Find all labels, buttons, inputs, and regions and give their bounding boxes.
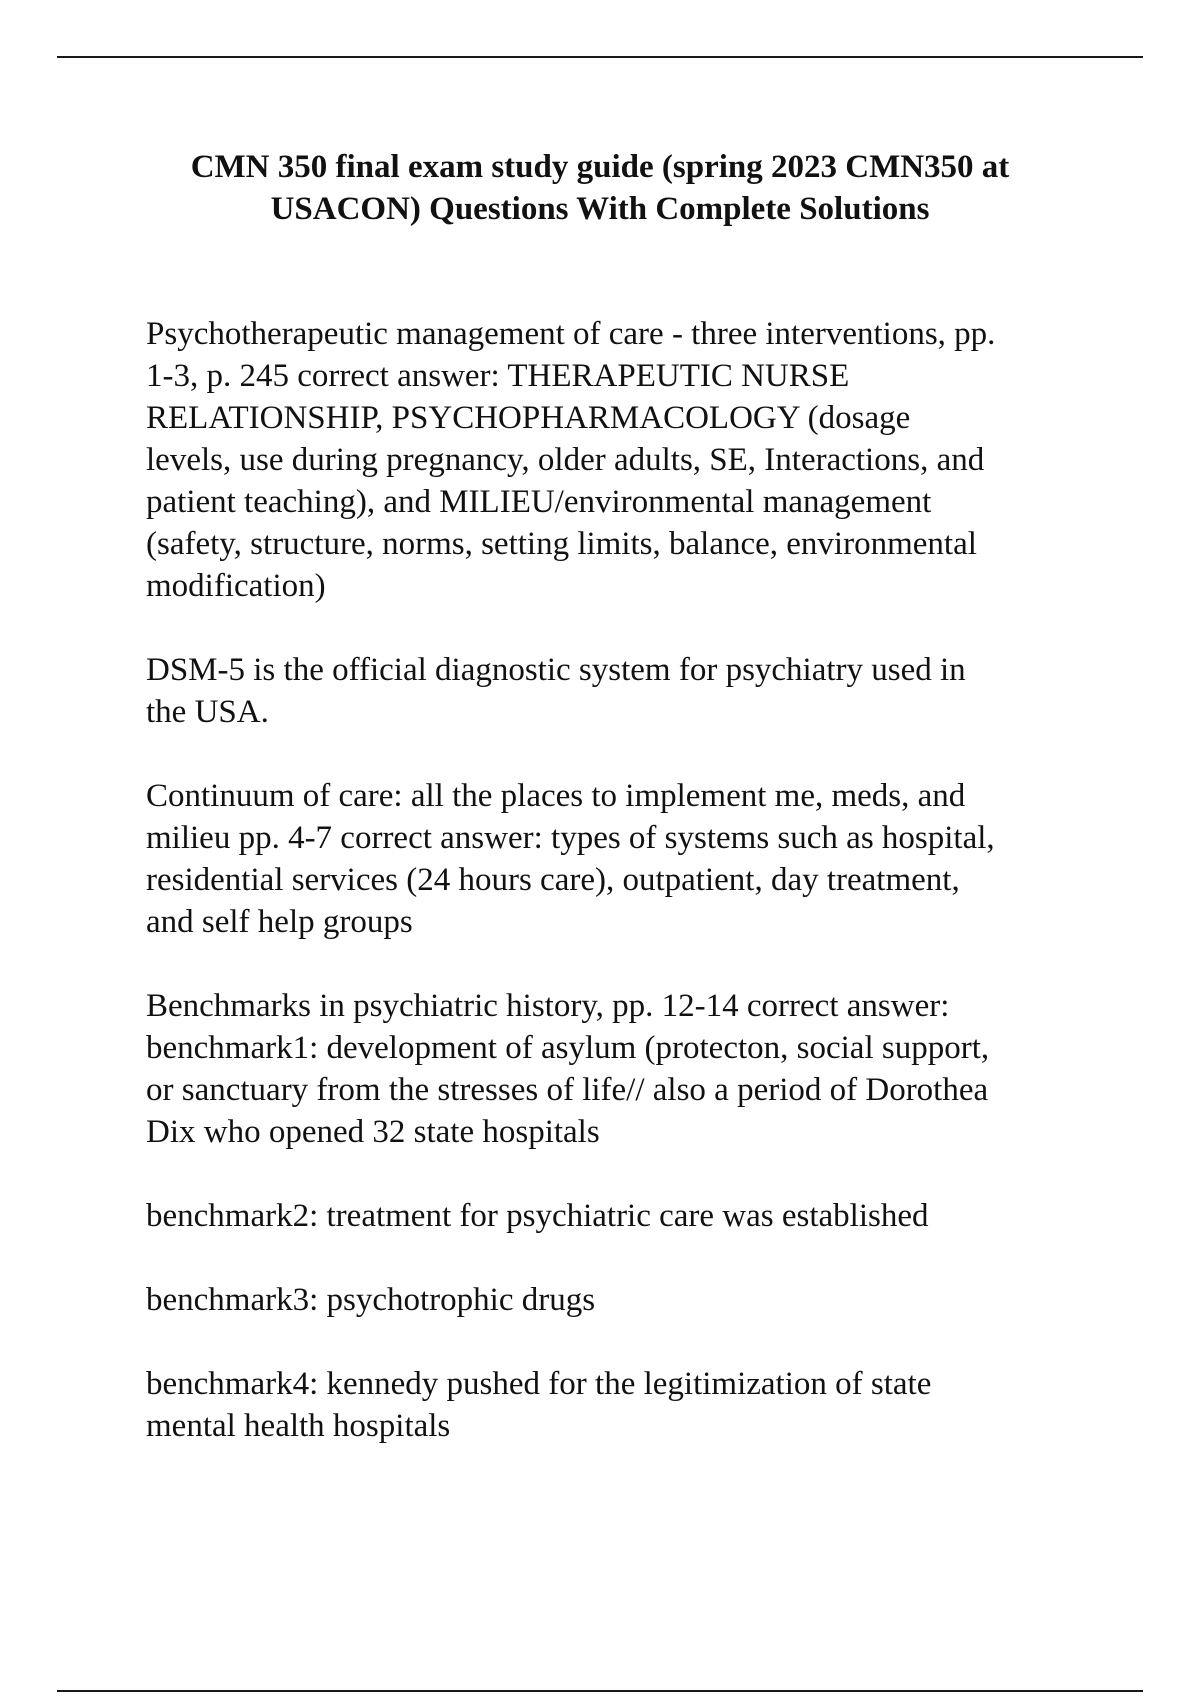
paragraph-benchmark4 [146, 1363, 1156, 1447]
text-line: Continuum of care: all the places to implement me, meds, and [146, 778, 966, 814]
text-line: the USA. [146, 694, 269, 730]
paragraph-continuum-of-care [146, 775, 1156, 943]
paragraph-benchmark2 [146, 1195, 1156, 1237]
paragraph-benchmarks [146, 985, 1156, 1153]
text-line: 1-3, p. 245 correct answer: THERAPEUTIC NURSE [146, 358, 850, 394]
text-line: benchmark4: kennedy pushed for the legitimization of state [146, 1366, 932, 1402]
document-title [100, 146, 1100, 230]
text-line: (safety, structure, norms, setting limits, balance, environmental [146, 526, 977, 562]
text-line: Psychotherapeutic management of care - three interventions, pp. [146, 316, 996, 352]
top-rule [57, 56, 1143, 58]
text-line: benchmark2: treatment for psychiatric care was established [146, 1198, 929, 1234]
text-line: milieu pp. 4-7 correct answer: types of systems such as hospital, [146, 820, 995, 856]
title-line: CMN 350 final exam study guide (spring 2023 CMN350 at [190, 149, 1010, 185]
text-line: mental health hospitals [146, 1408, 451, 1444]
text-line: benchmark1: development of asylum (protecton, social support, [146, 1030, 990, 1066]
text-line: modification) [146, 568, 326, 604]
text-line: and self help groups [146, 904, 413, 940]
bottom-rule [57, 1690, 1143, 1692]
title-line: USACON) Questions With Complete Solutions [270, 191, 930, 227]
text-line: or sanctuary from the stresses of life// also a period of Dorothea [146, 1072, 989, 1108]
text-line: patient teaching), and MILIEU/environmental management [146, 484, 932, 520]
text-line: benchmark3: psychotrophic drugs [146, 1282, 596, 1318]
paragraph-benchmark3 [146, 1279, 1156, 1321]
paragraph-psychotherapeutic-management [146, 313, 1156, 607]
text-line: DSM-5 is the official diagnostic system for psychiatry used in [146, 652, 966, 688]
text-line: residential services (24 hours care), outpatient, day treatment, [146, 862, 960, 898]
text-line: RELATIONSHIP, PSYCHOPHARMACOLOGY (dosage [146, 400, 911, 436]
text-line: Dix who opened 32 state hospitals [146, 1114, 600, 1150]
text-line: levels, use during pregnancy, older adults, SE, Interactions, and [146, 442, 985, 478]
paragraph-dsm5 [146, 649, 1156, 733]
text-line: Benchmarks in psychiatric history, pp. 12-14 correct answer: [146, 988, 950, 1024]
document-body [146, 313, 1156, 1489]
